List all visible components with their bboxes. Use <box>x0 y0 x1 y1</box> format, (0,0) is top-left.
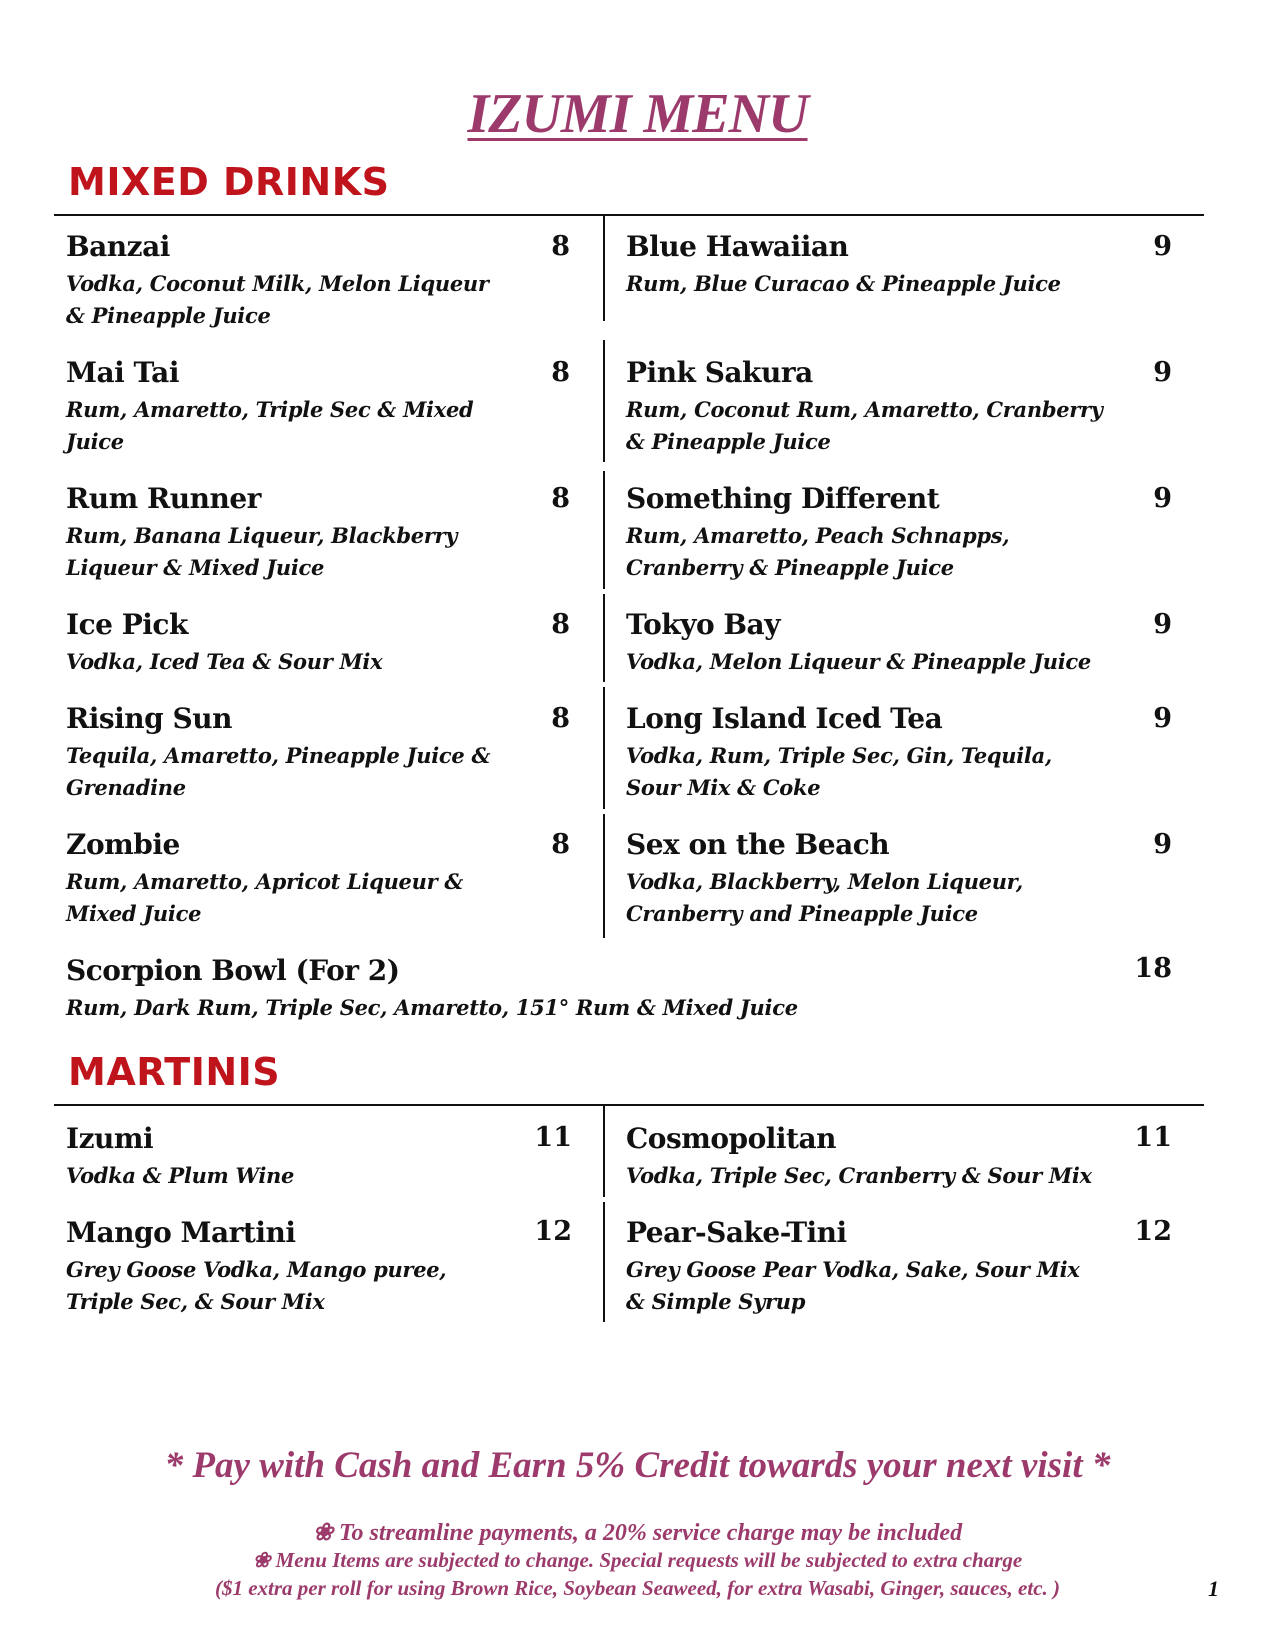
item-price: 9 <box>1153 609 1172 640</box>
menu-item <box>626 1122 1106 1192</box>
column-divider <box>603 471 605 589</box>
item-description: Vodka, Iced Tea & Sour Mix <box>66 649 383 674</box>
item-description: Vodka, Rum, Triple Sec, Gin, Tequila, Sour Mix & Coke <box>626 743 1052 800</box>
section-title-mixed-drinks: MIXED DRINKS <box>68 160 390 204</box>
item-price: 8 <box>551 703 570 734</box>
menu-item <box>66 1216 516 1318</box>
item-price: 9 <box>1153 357 1172 388</box>
menu-item <box>66 608 506 678</box>
menu-item <box>626 702 1106 804</box>
item-description: Rum, Dark Rum, Triple Sec, Amaretto, 151° Rum & Mixed Juice <box>66 995 798 1020</box>
item-name: Pear-Sake-Tini <box>626 1216 847 1249</box>
item-name: Zombie <box>66 828 180 861</box>
item-price: 11 <box>534 1122 572 1153</box>
column-divider <box>603 687 605 809</box>
column-divider <box>603 215 605 321</box>
item-price: 8 <box>551 829 570 860</box>
item-name: Rum Runner <box>66 482 261 515</box>
item-name: Cosmopolitan <box>626 1122 836 1155</box>
item-description: Vodka, Blackberry, Melon Liqueur, Cranberry and Pineapple Juice <box>626 869 1023 926</box>
item-name: Something Different <box>626 482 940 515</box>
item-price: 18 <box>1134 953 1172 984</box>
item-price: 8 <box>551 357 570 388</box>
menu-change-note: ❀ Menu Items are subjected to change. Special requests will be subjected to extra charge <box>252 1548 1023 1572</box>
menu-item <box>66 828 506 930</box>
item-price: 12 <box>534 1216 572 1247</box>
column-divider <box>603 1105 605 1197</box>
menu-item <box>626 356 1106 458</box>
item-price: 9 <box>1153 231 1172 262</box>
item-description: Rum, Banana Liqueur, Blackberry Liqueur & Mixed Juice <box>66 523 458 580</box>
service-charge-note: ❀ To streamline payments, a 20% service charge may be included <box>312 1520 963 1546</box>
item-name: Pink Sakura <box>626 356 813 389</box>
item-price: 11 <box>1134 1122 1172 1153</box>
extra-charge-note: ($1 extra per roll for using Brown Rice, Soybean Seaweed, for extra Wasabi, Ginger, sauces, etc. ) <box>214 1576 1061 1600</box>
item-description: Vodka, Melon Liqueur & Pineapple Juice <box>626 649 1091 674</box>
item-name: Izumi <box>66 1122 154 1155</box>
item-price: 9 <box>1153 829 1172 860</box>
item-description: Tequila, Amaretto, Pineapple Juice & Grenadine <box>66 743 491 800</box>
item-description: Grey Goose Vodka, Mango puree, Triple Sec, & Sour Mix <box>66 1257 447 1314</box>
column-divider <box>603 814 605 938</box>
menu-item <box>626 482 1126 584</box>
menu-item <box>66 702 506 804</box>
item-description: Rum, Amaretto, Peach Schnapps, Cranberry & Pineapple Juice <box>626 523 1010 580</box>
item-price: 8 <box>551 231 570 262</box>
item-name: Mai Tai <box>66 356 179 389</box>
item-description: Rum, Blue Curacao & Pineapple Juice <box>626 271 1061 296</box>
menu-item <box>626 230 1106 300</box>
page-number: 1 <box>1208 1576 1219 1601</box>
divider <box>54 1104 1204 1106</box>
menu-item <box>626 1216 1086 1318</box>
item-name: Mango Martini <box>66 1216 296 1249</box>
menu-item <box>66 356 506 458</box>
item-description: Rum, Coconut Rum, Amaretto, Cranberry & Pineapple Juice <box>626 397 1103 454</box>
item-name: Sex on the Beach <box>626 828 890 861</box>
item-description: Rum, Amaretto, Triple Sec & Mixed Juice <box>66 397 474 454</box>
cash-credit-note: * Pay with Cash and Earn 5% Credit towards your next visit * <box>164 1445 1111 1486</box>
column-divider <box>603 594 605 682</box>
item-name: Banzai <box>66 230 170 263</box>
menu-title: IZUMI MENU <box>467 83 808 145</box>
item-name: Blue Hawaiian <box>626 230 849 263</box>
item-price: 8 <box>551 483 570 514</box>
column-divider <box>603 1202 605 1322</box>
section-title-martinis: MARTINIS <box>68 1050 281 1094</box>
menu-item <box>66 230 506 332</box>
menu-item <box>66 1122 506 1192</box>
item-name: Ice Pick <box>66 608 188 641</box>
column-divider <box>603 340 605 462</box>
item-name: Tokyo Bay <box>626 608 780 641</box>
menu-item <box>66 954 1066 1024</box>
item-price: 9 <box>1153 703 1172 734</box>
item-description: Grey Goose Pear Vodka, Sake, Sour Mix & Simple Syrup <box>626 1257 1080 1314</box>
item-description: Rum, Amaretto, Apricot Liqueur & Mixed Juice <box>66 869 464 926</box>
menu-item <box>626 608 1106 678</box>
item-description: Vodka, Coconut Milk, Melon Liqueur & Pineapple Juice <box>66 271 489 328</box>
item-name: Long Island Iced Tea <box>626 702 943 735</box>
item-name: Rising Sun <box>66 702 232 735</box>
divider <box>54 214 1204 216</box>
item-description: Vodka & Plum Wine <box>66 1163 295 1188</box>
item-description: Vodka, Triple Sec, Cranberry & Sour Mix <box>626 1163 1092 1188</box>
item-price: 8 <box>551 609 570 640</box>
menu-item <box>626 828 1046 930</box>
item-price: 12 <box>1134 1216 1172 1247</box>
menu-item <box>66 482 506 584</box>
item-price: 9 <box>1153 483 1172 514</box>
item-name: Scorpion Bowl (For 2) <box>66 954 400 987</box>
